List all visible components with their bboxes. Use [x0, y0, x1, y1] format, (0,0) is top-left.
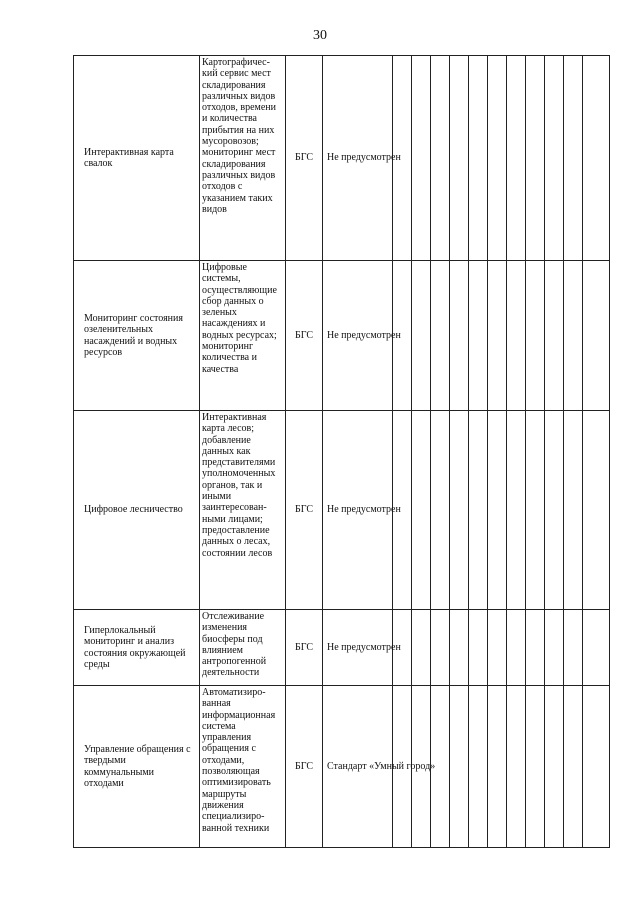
empty-cell [488, 686, 507, 848]
empty-cell [488, 411, 507, 610]
page-number: 30 [313, 28, 327, 43]
empty-cell [431, 411, 450, 610]
table-row [74, 610, 610, 686]
empty-cell [488, 610, 507, 686]
empty-cell [526, 261, 545, 411]
row-description-cell: Автоматизированная информационная система управления обращения с отходами, позволяющая оптимизировать маршруты движения специализированной техники [200, 686, 286, 848]
empty-cell [564, 610, 583, 686]
empty-cell [583, 610, 610, 686]
empty-cell [583, 686, 610, 848]
row-standard-cell: Не предусмотрен [323, 411, 393, 610]
empty-cell [545, 411, 564, 610]
empty-cell [450, 610, 469, 686]
row-description-cell: Интерактивная карта лесов; добавление данных как представителями уполномоченных органов, так и иными заинтересованными лицами; предоставление данных о лесах, состоянии лесов [200, 411, 286, 610]
empty-cell [431, 56, 450, 261]
empty-cell [507, 610, 526, 686]
empty-cell [564, 261, 583, 411]
empty-cell [412, 56, 431, 261]
row-name-cell: Мониторинг состояния озеленительных насаждений и водных ресурсов [74, 261, 200, 411]
empty-cell [526, 686, 545, 848]
empty-cell [450, 56, 469, 261]
empty-cell [507, 411, 526, 610]
empty-cell [583, 56, 610, 261]
empty-cell [431, 261, 450, 411]
empty-cell [488, 261, 507, 411]
table-row [74, 686, 610, 848]
data-table [73, 55, 610, 848]
empty-cell [545, 686, 564, 848]
row-code-cell: БГС [286, 610, 323, 686]
empty-cell [469, 610, 488, 686]
empty-cell [507, 56, 526, 261]
row-standard-cell: Стандарт «Умный город» [323, 686, 393, 848]
empty-cell [545, 610, 564, 686]
row-standard-cell: Не предусмотрен [323, 610, 393, 686]
empty-cell [507, 261, 526, 411]
empty-cell [469, 56, 488, 261]
empty-cell [450, 411, 469, 610]
row-standard-cell: Не предусмотрен [323, 261, 393, 411]
empty-cell [545, 261, 564, 411]
empty-cell [583, 261, 610, 411]
empty-cell [526, 610, 545, 686]
row-code-cell: БГС [286, 686, 323, 848]
table-row [74, 411, 610, 610]
empty-cell [507, 686, 526, 848]
empty-cell [545, 56, 564, 261]
row-name-cell: Интерактивная карта свалок [74, 56, 200, 261]
row-code-cell: БГС [286, 261, 323, 411]
empty-cell [526, 56, 545, 261]
empty-cell [450, 261, 469, 411]
row-description-cell: Цифровые системы, осуществляющие сбор данных о зеленых насаждениях и водных ресурсах; мониторинг количества и качества [200, 261, 286, 411]
row-standard-cell: Не предусмотрен [323, 56, 393, 261]
empty-cell [412, 610, 431, 686]
empty-cell [564, 686, 583, 848]
row-code-cell: БГС [286, 56, 323, 261]
empty-cell [583, 411, 610, 610]
empty-cell [412, 261, 431, 411]
empty-cell [564, 411, 583, 610]
row-description-cell: Картографический сервис мест складирования различных видов отходов, времени и количества прибытия на них мусоровозов; мониторинг мест складирования различных видов отходов с указанием таких видов [200, 56, 286, 261]
empty-cell [469, 261, 488, 411]
row-name-cell: Управление обращения с твердыми коммунальными отходами [74, 686, 200, 848]
empty-cell [469, 411, 488, 610]
row-name-cell: Цифровое лесничество [74, 411, 200, 610]
empty-cell [564, 56, 583, 261]
empty-cell [469, 686, 488, 848]
empty-cell [431, 610, 450, 686]
table-row [74, 261, 610, 411]
empty-cell [526, 411, 545, 610]
empty-cell [488, 56, 507, 261]
table-row [74, 56, 610, 261]
empty-cell [450, 686, 469, 848]
row-code-cell: БГС [286, 411, 323, 610]
row-name-cell: Гиперлокальный мониторинг и анализ состояния окружающей среды [74, 610, 200, 686]
row-description-cell: Отслеживание изменения биосферы под влиянием антропогенной деятельности [200, 610, 286, 686]
empty-cell [412, 411, 431, 610]
